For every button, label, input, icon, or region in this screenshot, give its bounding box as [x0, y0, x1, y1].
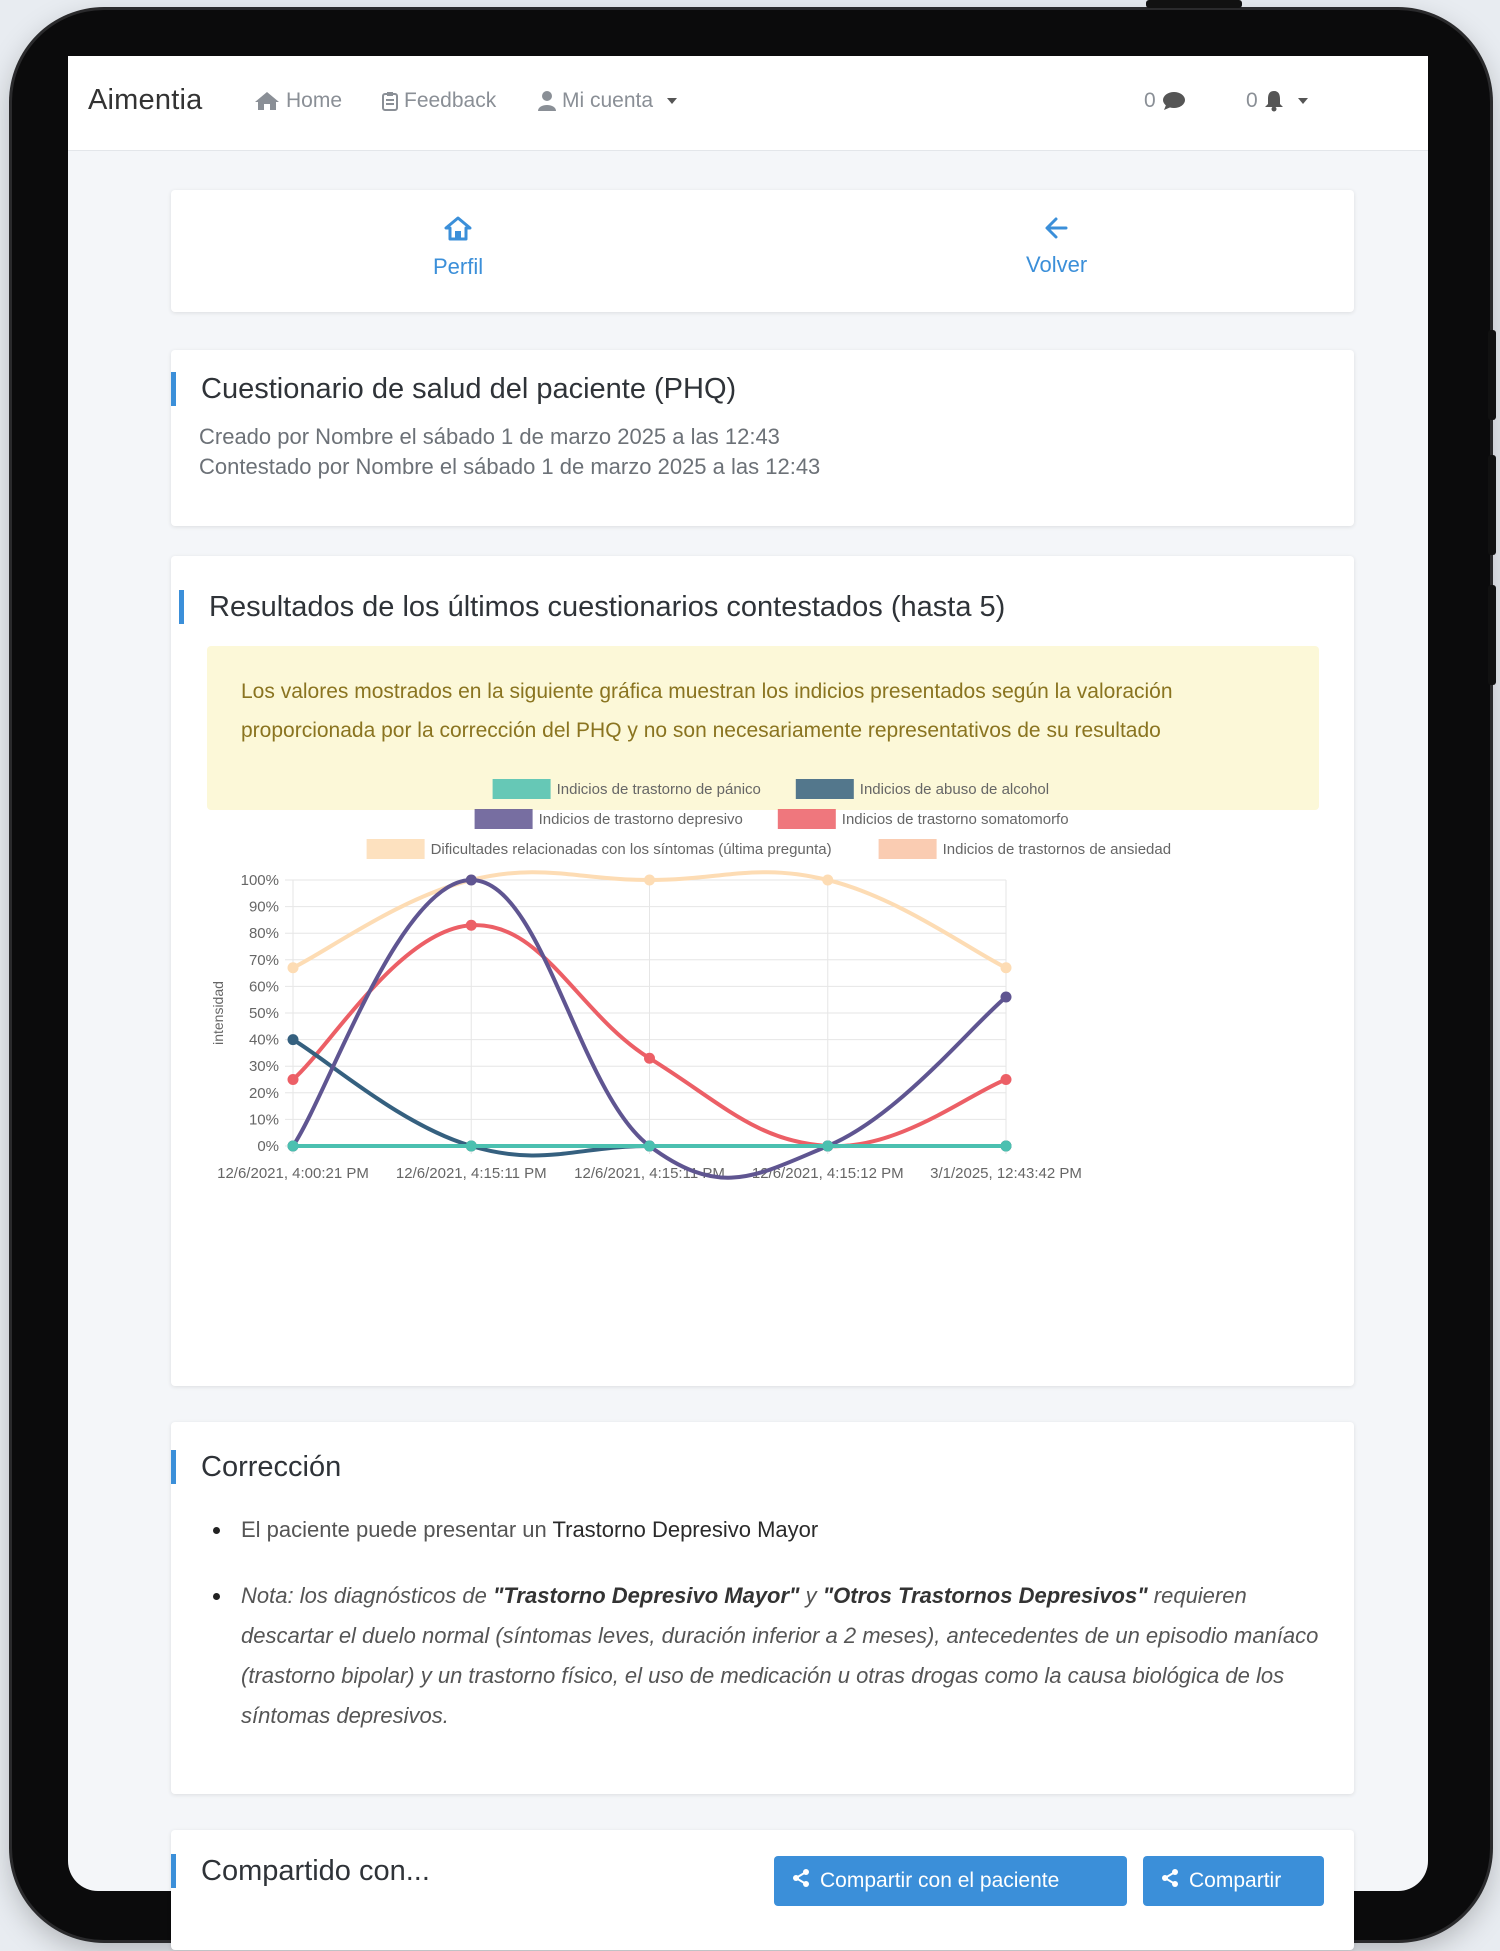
messages-button[interactable] [1144, 89, 1186, 113]
screen [68, 56, 1428, 1891]
x-tick-label: 3/1/2025, 12:43:42 PM [930, 1165, 1082, 1182]
navbar [68, 56, 1428, 151]
created-info: Creado por Nombre el sábado 1 de marzo 2025 a las 12:43 [199, 424, 780, 449]
chart-disclaimer-alert: Los valores mostrados en la siguiente gráfica muestran los indicios presentados según la valoración proporcionada por la corrección del PHQ y no son necesariamente representativos de su resultado [207, 646, 1319, 810]
y-tick-label: 70% [248, 951, 279, 969]
legend-label: Indicios de trastornos de ansiedad [942, 841, 1172, 858]
note-dx1: "Trastorno Depresivo Mayor" [492, 1583, 800, 1608]
questionnaire-title: Cuestionario de salud del paciente (PHQ) [171, 372, 736, 406]
data-point [1001, 962, 1012, 973]
nav-home[interactable] [254, 89, 342, 113]
note-and: y [805, 1583, 817, 1608]
shared-card [171, 1830, 1354, 1950]
x-tick-label: 12/6/2021, 4:15:11 PM [574, 1165, 725, 1182]
home-icon [254, 91, 280, 111]
y-tick-label: 0% [257, 1138, 279, 1155]
diagnosis-note [241, 1576, 1321, 1736]
y-tick-label: 40% [248, 1031, 279, 1049]
share-with-patient-label: Compartir con el paciente [820, 1869, 1060, 1892]
legend-label: Indicios de trastorno depresivo [538, 811, 743, 828]
power-button [1146, 0, 1242, 8]
clipboard-icon [382, 91, 398, 111]
shared-title: Compartido con... [171, 1854, 430, 1888]
data-point [288, 1034, 299, 1045]
data-point [466, 1141, 477, 1152]
data-point [288, 1074, 299, 1085]
legend-label: Indicios de abuso de alcohol [859, 781, 1050, 798]
nav-account-label: Mi cuenta [562, 89, 654, 112]
y-tick-label: 50% [248, 1005, 279, 1022]
profile-link[interactable] [433, 216, 483, 280]
results-chart [171, 781, 1354, 1376]
notifications-count: 0 [1246, 89, 1258, 112]
legend-item [367, 839, 832, 859]
legend-item [493, 779, 761, 799]
legend-swatch [879, 839, 937, 859]
nav-feedback-label: Feedback [404, 89, 497, 112]
legend-item [778, 809, 1069, 829]
data-point [1001, 1074, 1012, 1085]
data-point [644, 1053, 655, 1064]
home-outline-icon [444, 216, 472, 248]
results-title: Resultados de los últimos cuestionarios contestados (hasta 5) [179, 590, 1005, 624]
legend-label: Indicios de trastorno somatomorfo [841, 811, 1069, 828]
data-point [1001, 992, 1012, 1003]
volume-down-button [1488, 585, 1496, 685]
profile-label: Perfil [433, 254, 484, 279]
results-card [171, 556, 1354, 1386]
y-tick-label: 80% [248, 925, 279, 943]
notifications-dropdown[interactable] [1246, 89, 1308, 113]
share-icon [1161, 1869, 1179, 1893]
y-axis-label: intensidad [210, 981, 226, 1045]
data-point [822, 875, 833, 886]
legend-swatch [475, 809, 533, 829]
data-point [288, 1141, 299, 1152]
share-icon [792, 1869, 810, 1893]
data-point [644, 1141, 655, 1152]
share-button[interactable] [1143, 1856, 1324, 1906]
arrow-left-icon [1044, 216, 1070, 246]
x-tick-label: 12/6/2021, 4:00:21 PM [217, 1165, 369, 1182]
data-point [466, 875, 477, 886]
y-tick-label: 10% [248, 1111, 279, 1129]
legend-item [475, 809, 743, 829]
legend-swatch [778, 809, 836, 829]
data-point [1001, 1141, 1012, 1152]
legend-item [879, 839, 1171, 859]
x-tick-label: 12/6/2021, 4:15:12 PM [751, 1165, 904, 1182]
legend-swatch [493, 779, 551, 799]
answered-info: Contestado por Nombre el sábado 1 de marzo 2025 a las 12:43 [199, 454, 821, 479]
comment-icon [1162, 91, 1186, 111]
side-button [1488, 330, 1496, 420]
y-tick-label: 30% [248, 1058, 279, 1076]
note-dx2: "Otros Trastornos Depresivos" [822, 1583, 1148, 1608]
data-point [288, 962, 299, 973]
y-tick-label: 90% [248, 898, 279, 916]
y-tick-label: 60% [248, 978, 279, 996]
share-with-patient-button[interactable] [774, 1856, 1127, 1906]
x-tick-label: 12/6/2021, 4:15:11 PM [395, 1165, 547, 1182]
correction-list [241, 1510, 1321, 1762]
data-point [466, 920, 477, 931]
back-label: Volver [1026, 252, 1088, 277]
diagnosis-prefix: El paciente puede presentar un [241, 1517, 547, 1542]
volume-up-button [1488, 455, 1496, 555]
correction-card [171, 1422, 1354, 1794]
y-tick-label: 100% [240, 872, 279, 889]
data-point [644, 875, 655, 886]
nav-home-label: Home [286, 89, 343, 112]
data-point [822, 1141, 833, 1152]
back-link[interactable] [1026, 216, 1087, 278]
messages-count: 0 [1144, 89, 1156, 112]
user-icon [538, 91, 556, 111]
chevron-down-icon [1298, 98, 1308, 104]
chevron-down-icon [667, 98, 677, 104]
brand-logo[interactable]: Aimentia [88, 84, 203, 116]
legend-label: Indicios de trastorno de pánico [556, 781, 761, 798]
nav-account-dropdown[interactable] [538, 89, 677, 113]
legend-swatch [796, 779, 854, 799]
legend-swatch [367, 839, 425, 859]
share-label: Compartir [1189, 1869, 1282, 1892]
diagnosis-strong: Trastorno Depresivo Mayor [552, 1517, 819, 1542]
diagnosis-item [241, 1510, 1321, 1550]
y-tick-label: 20% [248, 1084, 279, 1102]
nav-feedback[interactable] [382, 89, 496, 113]
legend-item [796, 779, 1049, 799]
bell-icon [1264, 90, 1284, 112]
actions-card [171, 190, 1354, 312]
correction-title: Corrección [171, 1450, 341, 1484]
note-rest: requieren descartar el duelo normal (síntomas leves, duración inferior a 2 meses), antecedentes de un episodio maníaco (trastorno bipolar) y un trastorno físico, el uso de medicación u otras drogas como la causa biológica de los síntomas depresivos. [241, 1583, 1319, 1728]
note-prefix: Nota: los diagnósticos de [241, 1583, 487, 1608]
legend-label: Dificultades relacionadas con los síntomas (última pregunta) [430, 841, 832, 858]
questionnaire-card [171, 350, 1354, 526]
